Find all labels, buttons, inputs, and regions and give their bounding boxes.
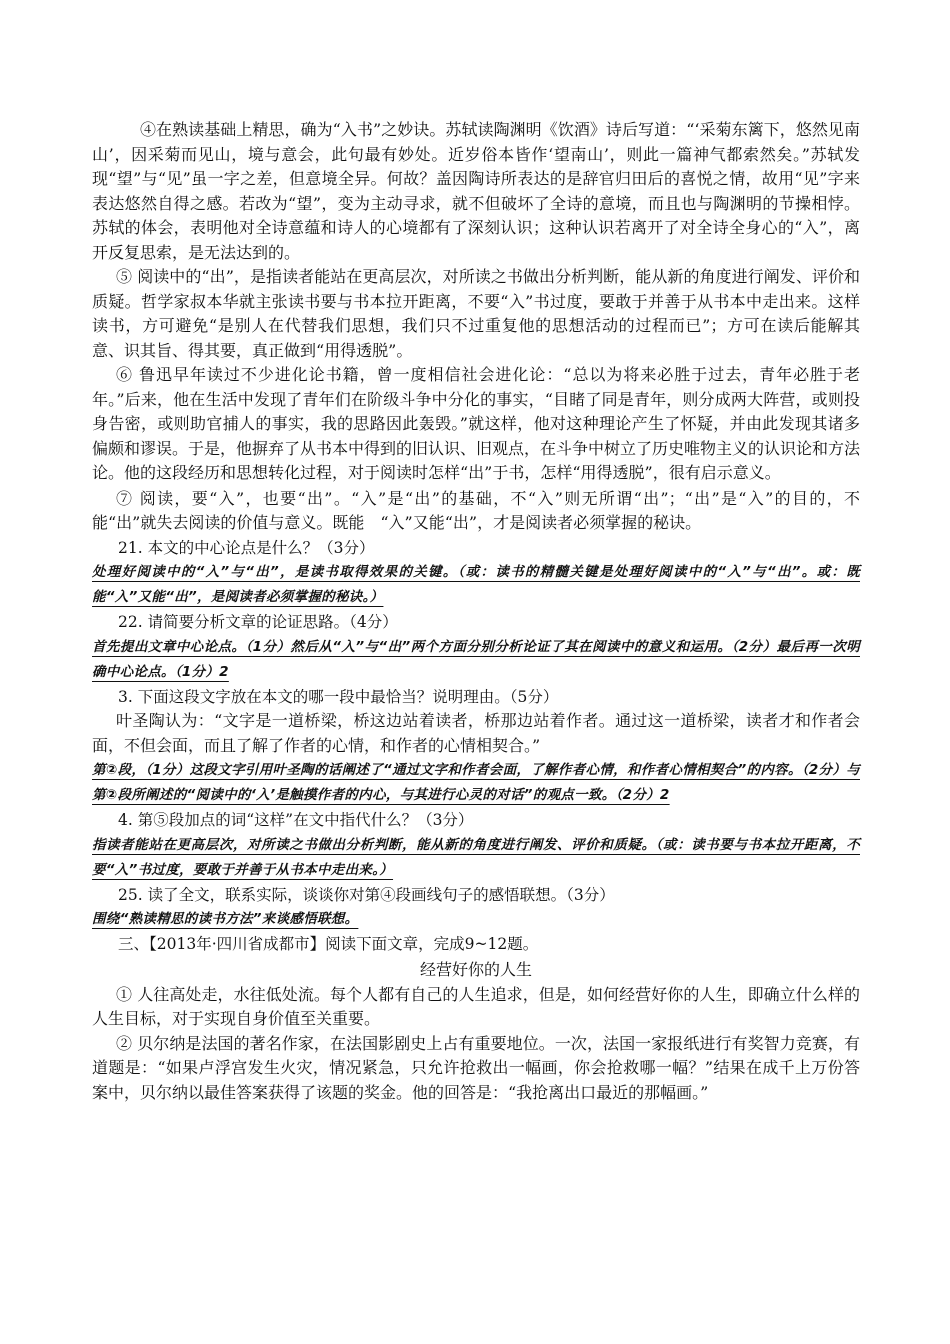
question-3: 3. 下面这段文字放在本文的哪一段中最恰当？说明理由。（5分） bbox=[118, 687, 559, 706]
answer-4: 指读者能站在更高层次，对所读之书做出分析判断，能从新的角度进行阐发、评价和质疑。（或：读书要与书本拉开距离，不要“入”书过度，要敢于并善于从书本中走出来。） bbox=[92, 836, 860, 878]
paragraph-6: ⑥ 鲁迅早年读过不少进化论书籍，曾一度相信社会进化论：“总以为将来必胜于过去，青年必胜于老年。”后来，他在生活中发现了青年们在阶级斗争中分化的事实，“目睹了同是青年，则分成两大阵营，或则投身告密，或则助官捕人的事实，我的思路因此轰毁。”就这样，他对这种理论产生了怀疑，并由此发现其诸多偏颇和谬误。于是，他摒弃了从书本中得到的旧认识、旧观点，在斗争中树立了历史唯物主义的认识论和方法论。他的这段经历和思想转化过程，对于阅读时怎样“出”于书，怎样“用得透脱”，很有启示意义。 bbox=[92, 365, 861, 482]
paragraph-7: ⑦ 阅读，要“入”，也要“出”。“入”是“出”的基础，不“入”则无所谓“出”；“出”是“入”的目的，不能“出”就失去阅读的价值与意义。既能 “入”又能“出”，才是阅读者必须掌握的秘诀。 bbox=[92, 488, 860, 532]
question-25: 25. 读了全文，联系实际，谈谈你对第④段画线句子的感悟联想。（3分） bbox=[118, 885, 615, 904]
answer-22: 首先提出文章中心论点。（1分）然后从“入”与“出”两个方面分别分析论证了其在阅读中的意义和运用。（2分）最后再一次明确中心论点。（1分）2 bbox=[92, 638, 860, 680]
section-3-heading: 三、【2013年·四川省成都市】阅读下面文章，完成9~12题。 bbox=[118, 935, 539, 953]
question-21: 21. 本文的中心论点是什么？（3分） bbox=[118, 538, 375, 557]
question-4: 4. 第⑤段加点的词“这样”在文中指代什么？（3分） bbox=[118, 811, 474, 829]
document-page bbox=[92, 118, 860, 1105]
paragraph-4: ④在熟读基础上精思，确为“入书”之妙诀。苏轼读陶渊明《饮酒》诗后写道：“‘采菊东篱下，悠然见南山’，因采菊而见山，境与意会，此句最有妙处。近岁俗本皆作‘望南山’，则此一篇神气都索然矣。”苏轼发现“望”与“见”虽一字之差，但意境全异。何故？盖因陶诗所表达的是辞官归田后的喜悦之情，故用“见”字来表达悠然自得之感。若改为“望”，变为主动寻求，就不但破坏了全诗的意境，而且也与陶渊明的节操相悖。苏轼的体会，表明他对全诗意蕴和诗人的心境都有了深刻认识；这种认识若离开了对全诗全身心的“入”，离开反复思索，是无法达到的。 bbox=[92, 120, 860, 262]
article-paragraph-1: ① 人往高处走，水往低处流。每个人都有自己的人生追求，但是，如何经营好你的人生，即确立什么样的人生目标，对于实现自身价值至关重要。 bbox=[92, 984, 860, 1028]
answer-3: 第②段，（1分）这段文字引用叶圣陶的话阐述了“通过文字和作者会面，了解作者心情，和作者心情相契合”的内容。（2分）与第②段所阐述的“阅读中的‘入’是触摸作者的内心，与其进行心灵的对话”的观点一致。（2分）2 bbox=[92, 762, 860, 803]
article-paragraph-2: ② 贝尔纳是法国的著名作家，在法国影剧史上占有重要地位。一次，法国一家报纸进行有奖智力竞赛，有道题是：“如果卢浮宫发生火灾，情况紧急，只允许抢救出一幅画，你会抢救哪一幅？”结果在成千上万份答案中，贝尔纳以最佳答案获得了该题的奖金。他的回答是：“我抢离出口最近的那幅画。” bbox=[92, 1033, 860, 1102]
question-3-quote: 叶圣陶认为：“文字是一道桥梁，桥这边站着读者，桥那边站着作者。通过这一道桥梁，读者才和作者会面，不但会面，而且了解了作者的心情，和作者的心情相契合。” bbox=[92, 711, 860, 755]
answer-25: 围绕“熟读精思的读书方法”来谈感悟联想。 bbox=[92, 911, 359, 927]
answer-21: 处理好阅读中的“入”与“出”，是读书取得效果的关键。（或：读书的精髓关键是处理好阅读中的“入”与“出”。或：既能“入”又能“出”，是阅读者必须掌握的秘诀。） bbox=[92, 564, 860, 605]
question-22: 22. 请简要分析文章的论证思路。（4分） bbox=[118, 613, 398, 631]
paragraph-5: ⑤ 阅读中的“出”，是指读者能站在更高层次，对所读之书做出分析判断，能从新的角度进行阐发、评价和质疑。哲学家叔本华就主张读书要与书本拉开距离，不要“入”书过度，要敢于并善于从书本中走出来。这样读书，方可避免“是别人在代替我们思想，我们只不过重复他的思想活动的过程而已”；方可在读后能解其意、识其旨、得其要，真正做到“用得透脱”。 bbox=[92, 267, 860, 360]
article-title: 经营好你的人生 bbox=[419, 959, 532, 979]
